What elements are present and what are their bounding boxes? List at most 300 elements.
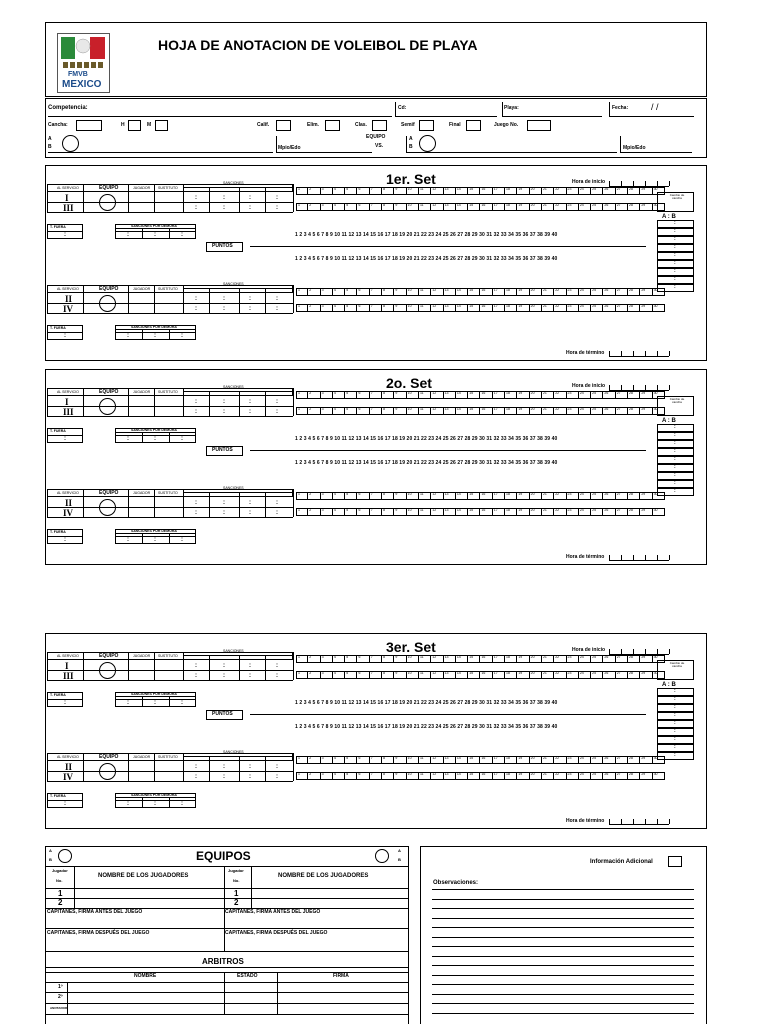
score-row-row_iv[interactable] <box>296 304 665 312</box>
score-cell[interactable]: 29 <box>640 391 652 399</box>
score-cell[interactable]: 29 <box>640 407 652 415</box>
score-cell[interactable]: 17 <box>493 772 505 780</box>
score-cell[interactable]: 30 <box>653 655 665 663</box>
score-cell[interactable]: 30 <box>653 756 665 764</box>
score-cell[interactable]: 13 <box>444 391 456 399</box>
score-cell[interactable]: 10 <box>407 187 419 195</box>
score-cell[interactable]: 14 <box>456 772 468 780</box>
score-cell[interactable]: 15 <box>468 756 480 764</box>
score-cell[interactable]: 22 <box>554 203 566 211</box>
score-cell[interactable]: 2 <box>308 187 320 195</box>
score-cell[interactable]: 15 <box>468 655 480 663</box>
score-cell[interactable]: 19 <box>517 288 529 296</box>
score-cell[interactable]: 17 <box>493 391 505 399</box>
juego-no-input[interactable] <box>527 120 551 131</box>
score-cell[interactable]: 17 <box>493 671 505 679</box>
score-cell[interactable]: 20 <box>530 508 542 516</box>
score-row-row_i[interactable] <box>296 391 665 399</box>
score-cell[interactable]: 9 <box>394 304 406 312</box>
score-cell[interactable]: 23 <box>567 492 579 500</box>
score-cell[interactable]: 21 <box>542 671 554 679</box>
score-cell[interactable]: 6 <box>357 288 369 296</box>
score-cell[interactable]: 19 <box>517 508 529 516</box>
score-cell[interactable]: 5 <box>345 508 357 516</box>
score-cell[interactable]: 15 <box>468 304 480 312</box>
score-cell[interactable]: 14 <box>456 756 468 764</box>
score-cell[interactable]: 17 <box>493 492 505 500</box>
score-cell[interactable]: 18 <box>505 391 517 399</box>
score-cell[interactable]: 2 <box>308 304 320 312</box>
score-cell[interactable]: 20 <box>530 756 542 764</box>
score-cell[interactable]: 4 <box>333 671 345 679</box>
score-cell[interactable]: 25 <box>591 203 603 211</box>
score-row-row_iii[interactable] <box>296 671 665 679</box>
score-cell[interactable]: 17 <box>493 203 505 211</box>
score-cell[interactable]: 26 <box>603 288 615 296</box>
score-cell[interactable]: 7 <box>370 288 382 296</box>
observacion-line[interactable] <box>432 984 694 985</box>
score-cell[interactable]: 22 <box>554 671 566 679</box>
score-cell[interactable]: 19 <box>517 407 529 415</box>
score-cell[interactable]: 19 <box>517 187 529 195</box>
team-circle[interactable] <box>99 763 116 780</box>
score-cell[interactable]: 23 <box>567 772 579 780</box>
score-cell[interactable]: 12 <box>431 492 443 500</box>
score-cell[interactable]: 21 <box>542 391 554 399</box>
info-checkbox[interactable] <box>668 856 682 867</box>
score-cell[interactable]: 10 <box>407 407 419 415</box>
score-cell[interactable]: 21 <box>542 492 554 500</box>
team-circle[interactable] <box>99 194 116 211</box>
score-cell[interactable]: 1 <box>296 671 308 679</box>
score-cell[interactable]: 3 <box>321 756 333 764</box>
score-cell[interactable]: 24 <box>579 187 591 195</box>
score-cell[interactable]: 28 <box>628 671 640 679</box>
score-row-row_iv[interactable] <box>296 508 665 516</box>
score-cell[interactable]: 27 <box>616 391 628 399</box>
score-cell[interactable]: 12 <box>431 407 443 415</box>
score-cell[interactable]: 11 <box>419 304 431 312</box>
score-cell[interactable]: 26 <box>603 772 615 780</box>
score-cell[interactable]: 28 <box>628 508 640 516</box>
score-cell[interactable]: 6 <box>357 304 369 312</box>
score-cell[interactable]: 26 <box>603 756 615 764</box>
score-cell[interactable]: 22 <box>554 407 566 415</box>
m-checkbox[interactable] <box>155 120 168 131</box>
score-cell[interactable]: 1 <box>296 756 308 764</box>
score-cell[interactable]: 12 <box>431 655 443 663</box>
score-cell[interactable]: 4 <box>333 391 345 399</box>
score-cell[interactable]: 10 <box>407 203 419 211</box>
score-row-row_iii[interactable] <box>296 203 665 211</box>
score-cell[interactable]: 11 <box>419 288 431 296</box>
score-cell[interactable]: 22 <box>554 288 566 296</box>
score-cell[interactable]: 9 <box>394 492 406 500</box>
score-cell[interactable]: 5 <box>345 407 357 415</box>
score-cell[interactable]: 9 <box>394 508 406 516</box>
score-cell[interactable]: 26 <box>603 407 615 415</box>
score-cell[interactable]: 28 <box>628 391 640 399</box>
score-cell[interactable]: 20 <box>530 391 542 399</box>
score-cell[interactable]: 14 <box>456 655 468 663</box>
score-cell[interactable]: 9 <box>394 391 406 399</box>
score-cell[interactable]: 6 <box>357 203 369 211</box>
score-cell[interactable]: 21 <box>542 756 554 764</box>
score-cell[interactable]: 9 <box>394 203 406 211</box>
score-cell[interactable]: 2 <box>308 508 320 516</box>
score-cell[interactable]: 30 <box>653 187 665 195</box>
score-cell[interactable]: 6 <box>357 492 369 500</box>
score-cell[interactable]: 13 <box>444 772 456 780</box>
score-cell[interactable]: 11 <box>419 187 431 195</box>
score-cell[interactable]: 28 <box>628 203 640 211</box>
score-cell[interactable]: 30 <box>653 671 665 679</box>
team-circle-left[interactable] <box>62 135 79 152</box>
score-cell[interactable]: 15 <box>468 508 480 516</box>
score-cell[interactable]: 27 <box>616 508 628 516</box>
team-circle[interactable] <box>99 499 116 516</box>
score-cell[interactable]: 1 <box>296 407 308 415</box>
score-cell[interactable]: 2 <box>308 756 320 764</box>
score-cell[interactable]: 3 <box>321 203 333 211</box>
score-cell[interactable]: 8 <box>382 391 394 399</box>
observacion-line[interactable] <box>432 994 694 995</box>
score-cell[interactable]: 25 <box>591 407 603 415</box>
score-cell[interactable]: 14 <box>456 508 468 516</box>
score-cell[interactable]: 18 <box>505 288 517 296</box>
score-cell[interactable]: 4 <box>333 304 345 312</box>
score-cell[interactable]: 18 <box>505 508 517 516</box>
score-cell[interactable]: 21 <box>542 655 554 663</box>
score-cell[interactable]: 9 <box>394 288 406 296</box>
score-cell[interactable]: 3 <box>321 288 333 296</box>
score-cell[interactable]: 15 <box>468 492 480 500</box>
score-cell[interactable]: 4 <box>333 288 345 296</box>
score-cell[interactable]: 1 <box>296 187 308 195</box>
score-row-row_ii[interactable] <box>296 756 665 764</box>
score-cell[interactable]: 29 <box>640 304 652 312</box>
score-cell[interactable]: 16 <box>480 492 492 500</box>
score-cell[interactable]: 4 <box>333 407 345 415</box>
score-cell[interactable]: 3 <box>321 772 333 780</box>
score-cell[interactable]: 9 <box>394 187 406 195</box>
score-cell[interactable]: 23 <box>567 187 579 195</box>
score-cell[interactable]: 27 <box>616 203 628 211</box>
observacion-line[interactable] <box>432 1013 694 1014</box>
score-cell[interactable]: 11 <box>419 203 431 211</box>
score-cell[interactable]: 8 <box>382 756 394 764</box>
score-cell[interactable]: 7 <box>370 304 382 312</box>
score-cell[interactable]: 30 <box>653 391 665 399</box>
score-cell[interactable]: 24 <box>579 772 591 780</box>
score-cell[interactable]: 21 <box>542 772 554 780</box>
score-cell[interactable]: 21 <box>542 288 554 296</box>
score-cell[interactable]: 12 <box>431 391 443 399</box>
score-cell[interactable]: 30 <box>653 492 665 500</box>
score-cell[interactable]: 29 <box>640 203 652 211</box>
score-cell[interactable]: 2 <box>308 407 320 415</box>
score-cell[interactable]: 16 <box>480 508 492 516</box>
score-cell[interactable]: 13 <box>444 288 456 296</box>
score-cell[interactable]: 22 <box>554 655 566 663</box>
score-cell[interactable]: 24 <box>579 391 591 399</box>
score-cell[interactable]: 14 <box>456 187 468 195</box>
score-cell[interactable]: 20 <box>530 407 542 415</box>
score-cell[interactable]: 8 <box>382 304 394 312</box>
score-cell[interactable]: 15 <box>468 203 480 211</box>
score-cell[interactable]: 22 <box>554 187 566 195</box>
score-cell[interactable]: 24 <box>579 508 591 516</box>
score-cell[interactable]: 30 <box>653 288 665 296</box>
score-cell[interactable]: 13 <box>444 655 456 663</box>
score-cell[interactable]: 19 <box>517 492 529 500</box>
score-cell[interactable]: 8 <box>382 671 394 679</box>
score-cell[interactable]: 8 <box>382 655 394 663</box>
score-cell[interactable]: 17 <box>493 304 505 312</box>
score-cell[interactable]: 23 <box>567 671 579 679</box>
score-cell[interactable]: 6 <box>357 671 369 679</box>
score-cell[interactable]: 19 <box>517 655 529 663</box>
score-cell[interactable]: 3 <box>321 671 333 679</box>
score-cell[interactable]: 29 <box>640 492 652 500</box>
score-cell[interactable]: 17 <box>493 756 505 764</box>
score-cell[interactable]: 2 <box>308 288 320 296</box>
score-cell[interactable]: 27 <box>616 655 628 663</box>
score-cell[interactable]: 29 <box>640 655 652 663</box>
score-cell[interactable]: 6 <box>357 756 369 764</box>
score-cell[interactable]: 29 <box>640 187 652 195</box>
score-row-row_i[interactable] <box>296 187 665 195</box>
semif-checkbox[interactable] <box>419 120 434 131</box>
score-cell[interactable]: 12 <box>431 288 443 296</box>
score-cell[interactable]: 20 <box>530 492 542 500</box>
clas-checkbox[interactable] <box>372 120 387 131</box>
score-cell[interactable]: 19 <box>517 203 529 211</box>
team-circle[interactable] <box>99 295 116 312</box>
score-cell[interactable]: 9 <box>394 671 406 679</box>
score-cell[interactable]: 17 <box>493 655 505 663</box>
score-cell[interactable]: 5 <box>345 187 357 195</box>
score-cell[interactable]: 10 <box>407 304 419 312</box>
score-cell[interactable]: 16 <box>480 391 492 399</box>
score-cell[interactable]: 9 <box>394 756 406 764</box>
score-cell[interactable]: 7 <box>370 508 382 516</box>
score-cell[interactable]: 5 <box>345 492 357 500</box>
score-cell[interactable]: 16 <box>480 288 492 296</box>
score-cell[interactable]: 27 <box>616 304 628 312</box>
score-cell[interactable]: 19 <box>517 772 529 780</box>
score-cell[interactable]: 19 <box>517 391 529 399</box>
calif-checkbox[interactable] <box>276 120 291 131</box>
score-cell[interactable]: 6 <box>357 508 369 516</box>
score-cell[interactable]: 20 <box>530 288 542 296</box>
score-cell[interactable]: 12 <box>431 756 443 764</box>
score-cell[interactable]: 13 <box>444 407 456 415</box>
score-cell[interactable]: 16 <box>480 671 492 679</box>
score-cell[interactable]: 10 <box>407 671 419 679</box>
score-cell[interactable]: 24 <box>579 288 591 296</box>
score-cell[interactable]: 5 <box>345 391 357 399</box>
score-cell[interactable]: 18 <box>505 655 517 663</box>
score-cell[interactable]: 29 <box>640 508 652 516</box>
score-cell[interactable]: 28 <box>628 492 640 500</box>
score-cell[interactable]: 10 <box>407 772 419 780</box>
score-cell[interactable]: 28 <box>628 187 640 195</box>
score-cell[interactable]: 4 <box>333 508 345 516</box>
score-cell[interactable]: 5 <box>345 203 357 211</box>
score-cell[interactable]: 5 <box>345 288 357 296</box>
score-cell[interactable]: 18 <box>505 203 517 211</box>
score-cell[interactable]: 21 <box>542 304 554 312</box>
team-circle[interactable] <box>99 398 116 415</box>
score-cell[interactable]: 7 <box>370 655 382 663</box>
score-cell[interactable]: 23 <box>567 304 579 312</box>
score-cell[interactable]: 26 <box>603 655 615 663</box>
score-cell[interactable]: 30 <box>653 304 665 312</box>
score-cell[interactable]: 13 <box>444 671 456 679</box>
score-cell[interactable]: 13 <box>444 203 456 211</box>
score-cell[interactable]: 9 <box>394 407 406 415</box>
score-cell[interactable]: 2 <box>308 655 320 663</box>
score-cell[interactable]: 15 <box>468 407 480 415</box>
score-cell[interactable]: 1 <box>296 655 308 663</box>
observacion-line[interactable] <box>432 889 694 890</box>
score-cell[interactable]: 11 <box>419 655 431 663</box>
score-cell[interactable]: 29 <box>640 671 652 679</box>
score-cell[interactable]: 27 <box>616 407 628 415</box>
score-row-row_ii[interactable] <box>296 492 665 500</box>
score-cell[interactable]: 27 <box>616 756 628 764</box>
score-cell[interactable]: 4 <box>333 655 345 663</box>
score-cell[interactable]: 14 <box>456 304 468 312</box>
score-cell[interactable]: 5 <box>345 304 357 312</box>
score-cell[interactable]: 14 <box>456 671 468 679</box>
observacion-line[interactable] <box>432 937 694 938</box>
score-cell[interactable]: 12 <box>431 671 443 679</box>
score-cell[interactable]: 9 <box>394 655 406 663</box>
score-cell[interactable]: 10 <box>407 288 419 296</box>
observacion-line[interactable] <box>432 927 694 928</box>
score-cell[interactable]: 13 <box>444 492 456 500</box>
score-cell[interactable]: 21 <box>542 203 554 211</box>
score-cell[interactable]: 21 <box>542 187 554 195</box>
score-cell[interactable]: 7 <box>370 407 382 415</box>
score-cell[interactable]: 30 <box>653 203 665 211</box>
score-cell[interactable]: 1 <box>296 492 308 500</box>
score-cell[interactable]: 11 <box>419 671 431 679</box>
score-cell[interactable]: 14 <box>456 288 468 296</box>
score-cell[interactable]: 16 <box>480 304 492 312</box>
score-cell[interactable]: 8 <box>382 772 394 780</box>
score-cell[interactable]: 22 <box>554 508 566 516</box>
score-cell[interactable]: 18 <box>505 187 517 195</box>
score-cell[interactable]: 25 <box>591 508 603 516</box>
score-cell[interactable]: 4 <box>333 772 345 780</box>
score-cell[interactable]: 20 <box>530 203 542 211</box>
equipos-circle-left[interactable] <box>58 849 72 863</box>
score-cell[interactable]: 29 <box>640 288 652 296</box>
score-cell[interactable]: 25 <box>591 492 603 500</box>
score-cell[interactable]: 21 <box>542 407 554 415</box>
score-cell[interactable]: 16 <box>480 203 492 211</box>
score-cell[interactable]: 7 <box>370 772 382 780</box>
score-cell[interactable]: 25 <box>591 187 603 195</box>
score-cell[interactable]: 27 <box>616 492 628 500</box>
score-cell[interactable]: 19 <box>517 304 529 312</box>
score-cell[interactable]: 29 <box>640 756 652 764</box>
score-cell[interactable]: 23 <box>567 407 579 415</box>
score-cell[interactable]: 7 <box>370 203 382 211</box>
score-cell[interactable]: 11 <box>419 508 431 516</box>
score-cell[interactable]: 10 <box>407 508 419 516</box>
score-cell[interactable]: 3 <box>321 187 333 195</box>
observacion-line[interactable] <box>432 918 694 919</box>
score-cell[interactable]: 30 <box>653 508 665 516</box>
score-cell[interactable]: 10 <box>407 391 419 399</box>
score-cell[interactable]: 17 <box>493 407 505 415</box>
score-cell[interactable]: 3 <box>321 508 333 516</box>
score-cell[interactable]: 28 <box>628 304 640 312</box>
score-cell[interactable]: 25 <box>591 772 603 780</box>
score-cell[interactable]: 15 <box>468 187 480 195</box>
score-cell[interactable]: 11 <box>419 772 431 780</box>
score-cell[interactable]: 25 <box>591 655 603 663</box>
score-cell[interactable]: 7 <box>370 756 382 764</box>
score-cell[interactable]: 3 <box>321 407 333 415</box>
score-cell[interactable]: 18 <box>505 671 517 679</box>
score-cell[interactable]: 14 <box>456 407 468 415</box>
score-cell[interactable]: 19 <box>517 756 529 764</box>
score-cell[interactable]: 7 <box>370 492 382 500</box>
score-cell[interactable]: 3 <box>321 655 333 663</box>
score-cell[interactable]: 14 <box>456 492 468 500</box>
score-cell[interactable]: 11 <box>419 391 431 399</box>
score-cell[interactable]: 20 <box>530 187 542 195</box>
observacion-line[interactable] <box>432 946 694 947</box>
score-cell[interactable]: 2 <box>308 671 320 679</box>
score-cell[interactable]: 22 <box>554 756 566 764</box>
score-row-row_i[interactable] <box>296 655 665 663</box>
score-cell[interactable]: 12 <box>431 304 443 312</box>
score-cell[interactable]: 26 <box>603 391 615 399</box>
score-cell[interactable]: 16 <box>480 407 492 415</box>
h-checkbox[interactable] <box>128 120 141 131</box>
observacion-line[interactable] <box>432 965 694 966</box>
score-cell[interactable]: 26 <box>603 304 615 312</box>
score-cell[interactable]: 3 <box>321 304 333 312</box>
score-cell[interactable]: 25 <box>591 671 603 679</box>
score-cell[interactable]: 10 <box>407 492 419 500</box>
score-cell[interactable]: 4 <box>333 203 345 211</box>
score-cell[interactable]: 11 <box>419 756 431 764</box>
score-cell[interactable]: 24 <box>579 304 591 312</box>
score-cell[interactable]: 17 <box>493 187 505 195</box>
elim-checkbox[interactable] <box>325 120 340 131</box>
score-cell[interactable]: 23 <box>567 508 579 516</box>
score-cell[interactable]: 13 <box>444 508 456 516</box>
score-cell[interactable]: 8 <box>382 492 394 500</box>
observacion-line[interactable] <box>432 1003 694 1004</box>
score-cell[interactable]: 15 <box>468 288 480 296</box>
score-row-row_iii[interactable] <box>296 407 665 415</box>
score-cell[interactable]: 14 <box>456 203 468 211</box>
score-cell[interactable]: 8 <box>382 203 394 211</box>
score-cell[interactable]: 13 <box>444 304 456 312</box>
score-cell[interactable]: 24 <box>579 492 591 500</box>
score-cell[interactable]: 6 <box>357 655 369 663</box>
score-cell[interactable]: 18 <box>505 492 517 500</box>
score-cell[interactable]: 20 <box>530 655 542 663</box>
